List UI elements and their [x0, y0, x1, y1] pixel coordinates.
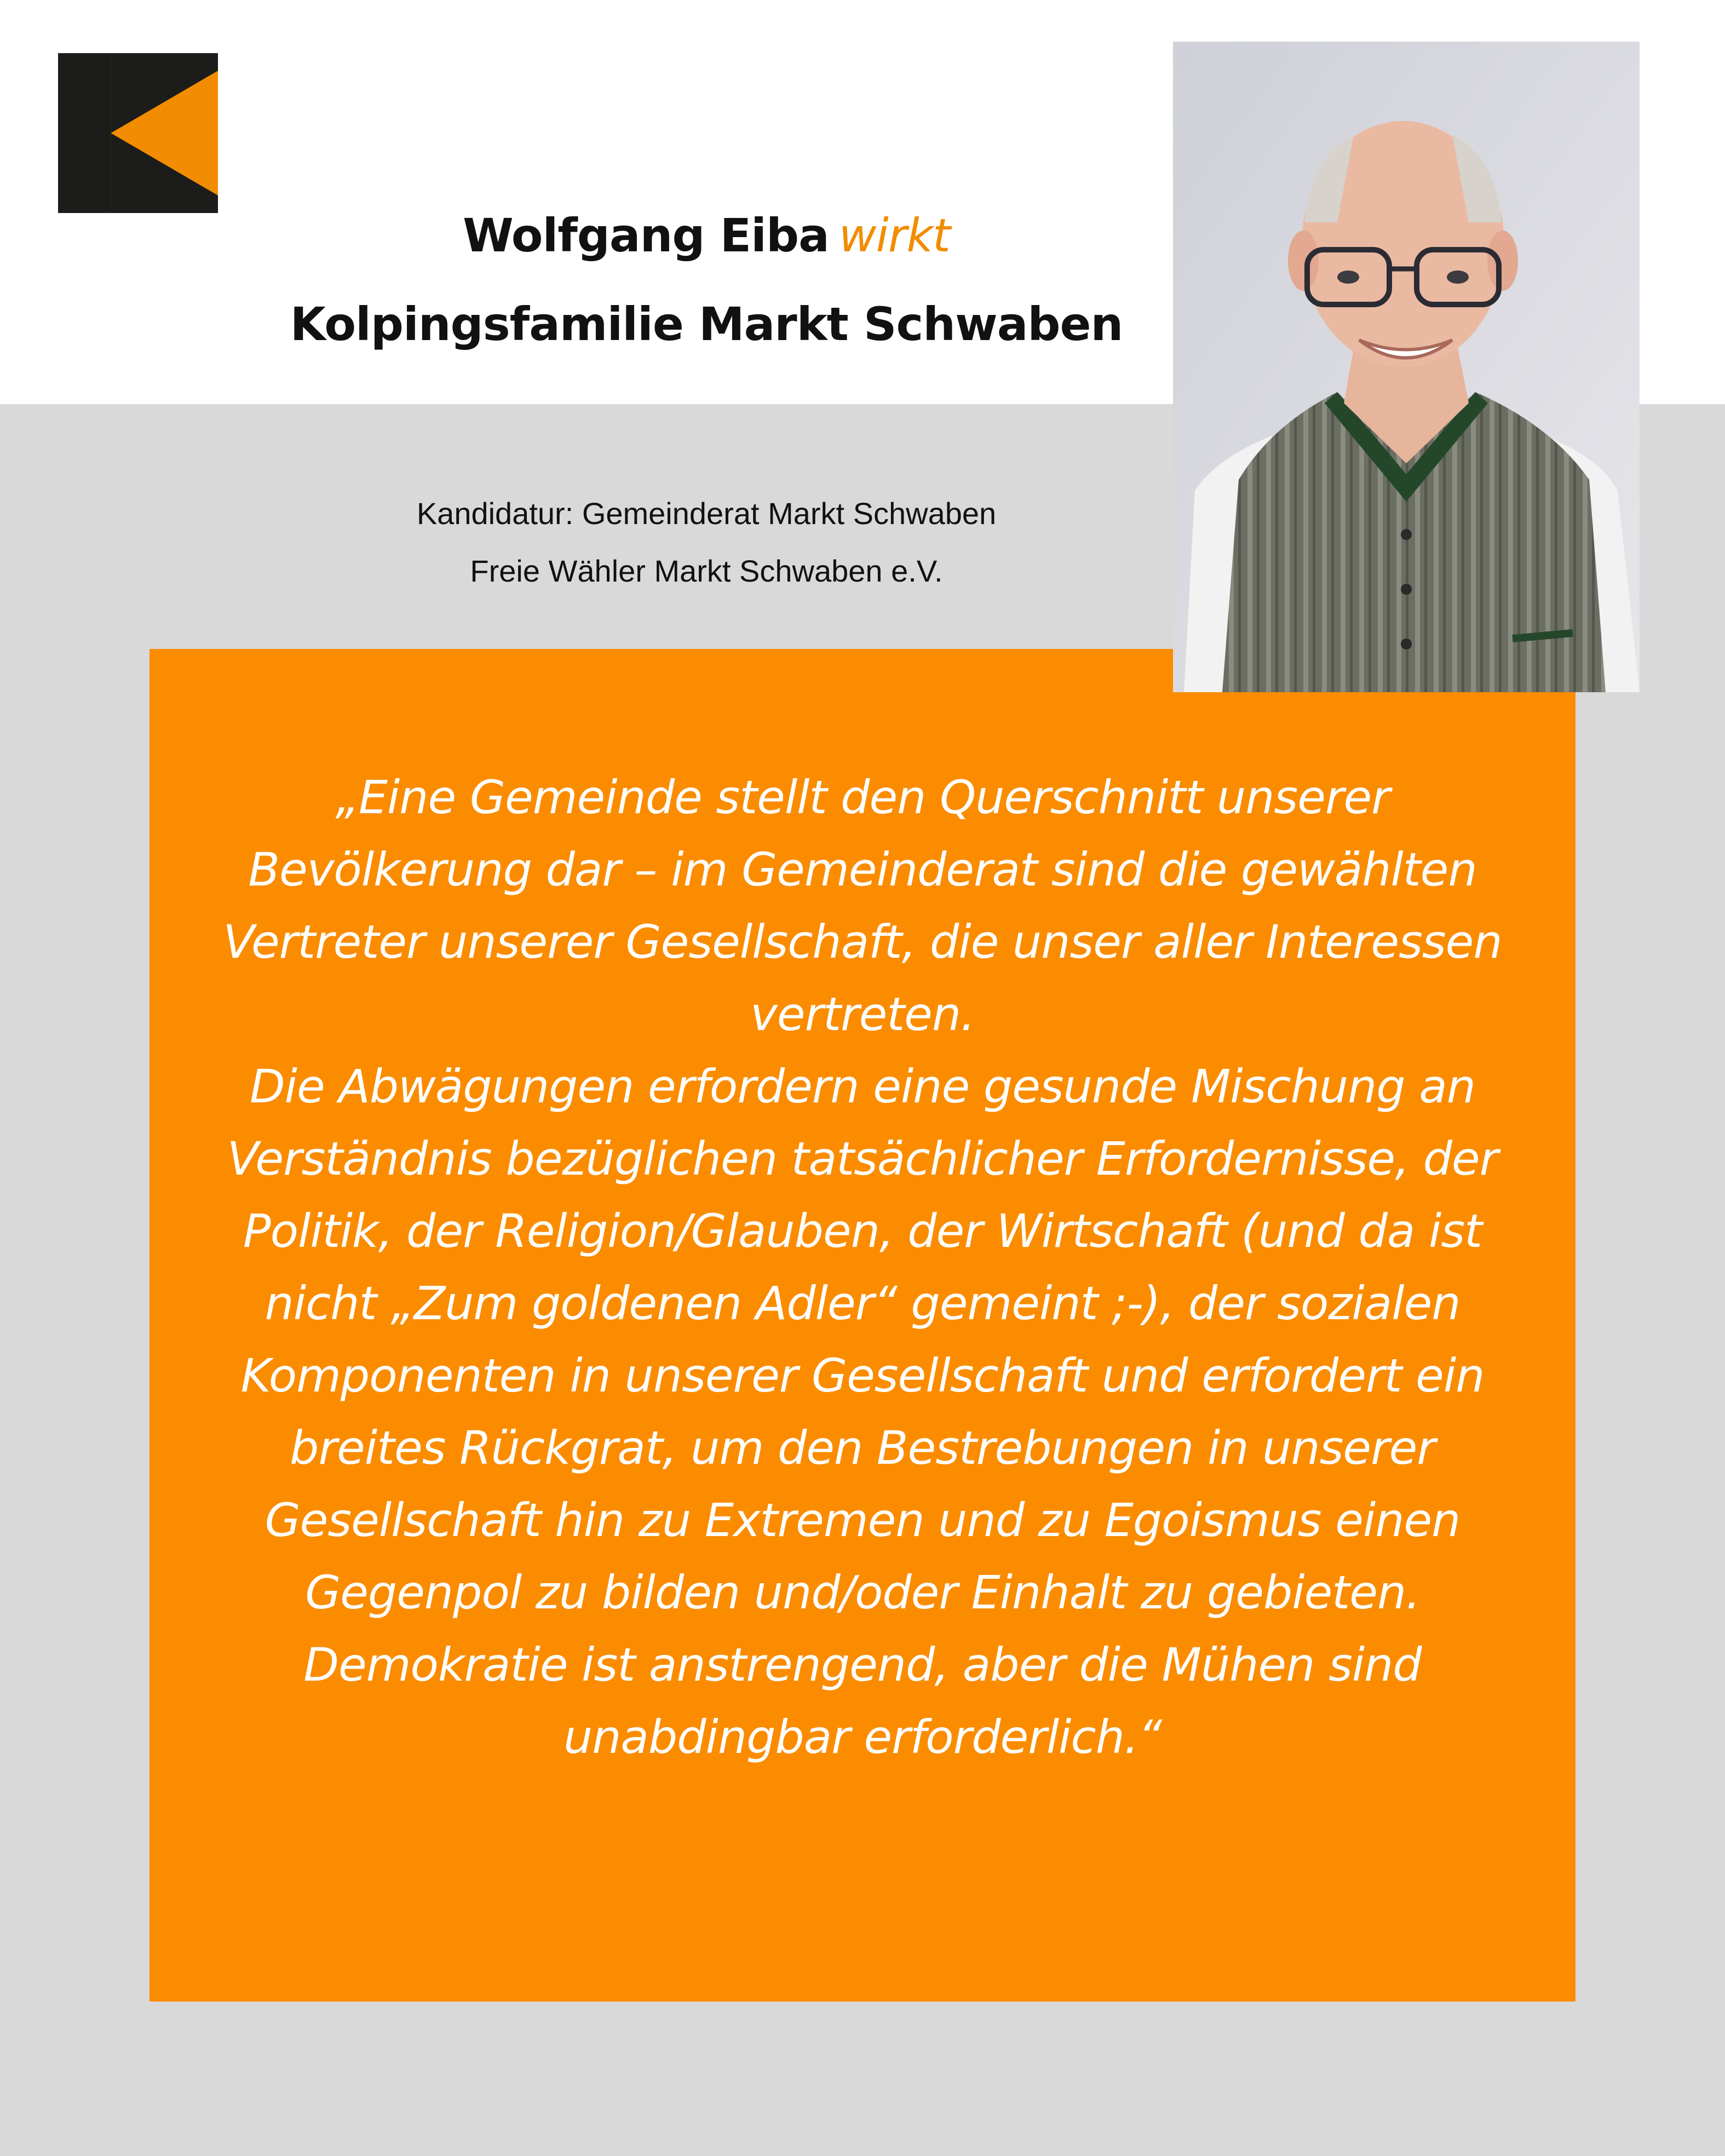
- quote-text: „Eine Gemeinde stellt den Querschnitt unserer Bevölkerung dar – im Gemeinderat sind die gewählten Vertreter unserer Gesellschaft, die unser aller Interessen vertreten. Die Abwägungen erfordern eine gesunde Mischung an Verständnis bezüglichen tatsächlicher Erfordernisse, der Politik, der Religion/Glauben, der Wirtschaft (und da ist nicht „Zum goldenen Adler“ gemeint ;-), der sozialen Komponenten in unserer Gesellschaft und erfordert ein breites Rückgrat, um den Bestrebungen in unserer Gesellschaft hin zu Extremen und zu Egoismus einen Gegenpol zu bilden und/oder Einhalt zu gebieten. Demokratie ist anstrengend, aber die Mühen sind unabdingbar erforderlich.“: [223, 771, 1502, 1764]
- portrait-photo: [1173, 42, 1640, 692]
- accent-word: wirkt: [838, 209, 950, 262]
- kolping-k-logo-icon: [58, 53, 218, 213]
- page-title: [208, 207, 1205, 265]
- party-line: Freie Wähler Markt Schwaben e.V.: [470, 554, 943, 588]
- candidate-name: Wolfgang Eiba: [463, 209, 829, 262]
- candidacy-line: Kandidatur: Gemeinderat Markt Schwaben: [416, 496, 997, 531]
- organization-title: Kolpingsfamilie Markt Schwaben: [290, 297, 1123, 351]
